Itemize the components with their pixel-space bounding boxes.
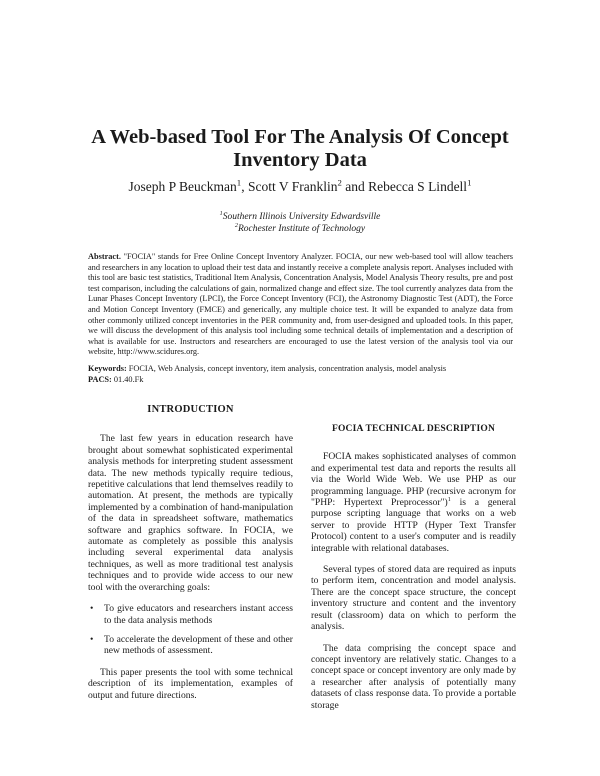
author-affil-mark: 1 [236, 177, 242, 188]
right-column [311, 424, 516, 721]
paragraph: The data comprising the concept space and concept inventory are relatively static. Changes to a concept space or concept inventory are only made by a researcher after analysis of potentially many datasets of class response data. To provide a portable storage [311, 642, 516, 711]
author-list [60, 179, 540, 195]
abstract [88, 252, 513, 358]
paragraph: This paper presents the tool with some technical description of its implementation, examples of output and future directions. [88, 666, 293, 701]
affiliation-mark: 2 [234, 222, 238, 229]
goals-list [88, 603, 293, 657]
paragraph-text: FOCIA makes sophisticated analyses of common and experimental test data and reports the results all via the World Wide Web. We use PHP as our programming language. PHP (recursive acronym for "PHP: Hypertext Preprocessor") [311, 451, 516, 509]
abstract-text: "FOCIA" stands for Free Online Concept Inventory Analyzer. FOCIA, our new web-based tool will allow teachers and researchers in any location to upload their test data and instantly receive a complete analysis report. Analyses included with this tool are basic test statistics, Traditional Item Analysis, Concentration Analysis, Model Analysis Theory results, pre and post test comparison, including the calculations of gain, normalized change and effect size. The tool currently analyzes data from the Lunar Phases Concept Inventory (LPCI), the Force Concept Inventory (FCI), the Astronomy Diagnostic Test (ADT), the Force and Motion Concept Inventory (FMCE) and generically, any multiple choice test. It will be expanded to analyze data from other commonly utilized concept inventories in the PER community and, from user-designed and uploaded tools. In this paper, we will discuss the development of this analysis tool including some technical details of implementation and a description of what is available for use. Instructors and researchers are encouraged to use the latest version of the analysis tool via our website, http://www.scidures.org. [88, 252, 513, 357]
affiliations [60, 211, 540, 235]
author-separator: , [241, 179, 248, 194]
affiliation [60, 211, 540, 223]
list-item-text: To accelerate the development of these and other new methods of assessment. [104, 633, 293, 657]
keywords-label: Keywords: [88, 364, 127, 373]
affiliation-text: Southern Illinois University Edwardsville [222, 212, 381, 222]
paragraph: The last few years in education research have brought about somewhat sophisticated experimental analysis methods for interpreting student assessment data. The new methods typically require tedious, repetitive calculations that lend themselves readily to automation. At present, the methods are typically implemented by a combination of hand-manipulation of the data in spreadsheet software, mathematics software and graphics software. In FOCIA, we automate as completely as possible this analysis including several experimental data analysis techniques, as well as more traditional test analysis techniques and to provide wide access to our new tool with the overarching goals: [88, 433, 293, 593]
pacs-text: 01.40.Fk [113, 374, 144, 384]
left-column [88, 404, 293, 711]
author-name: Joseph P Beuckman [128, 179, 237, 194]
bullet-icon: • [90, 603, 94, 615]
affiliation-mark: 1 [219, 210, 223, 217]
author-affil-mark: 1 [467, 177, 472, 188]
section-heading-focia: FOCIA TECHNICAL DESCRIPTION [331, 424, 496, 434]
author-name: Scott V Franklin [247, 179, 338, 194]
bullet-icon: • [90, 633, 94, 645]
keywords [88, 364, 513, 375]
keywords-text: FOCIA, Web Analysis, concept inventory, item analysis, concentration analysis, model analysis [128, 364, 447, 373]
list-item [88, 634, 293, 657]
paper-title: A Web-based Tool For The Analysis Of Concept Inventory Data [91, 126, 509, 171]
pacs [88, 375, 513, 386]
pacs-label: PACS: [88, 374, 112, 384]
list-item [88, 603, 293, 626]
author-name: Rebecca S Lindell [368, 179, 468, 194]
section-heading-introduction: INTRODUCTION [147, 404, 234, 415]
paragraph-text: is a general purpose scripting language that works on a web server to provide HTTP (Hyper Text Transfer Protocol) content to a user's computer and is readily integrable with relational databases. [311, 497, 516, 554]
list-item-text: To give educators and researchers instant access to the data analysis methods [104, 603, 293, 626]
author-affil-mark: 2 [337, 177, 342, 188]
paragraph: Several types of stored data are required as inputs to perform item, concentration and model analysis. There are the concept space structure, the concept inventory structure and content and the inventory result (classroom) data on which to perform the analysis. [311, 564, 516, 633]
footnote-mark: 1 [447, 495, 451, 503]
affiliation-text: Rochester Institute of Technology [237, 224, 366, 234]
abstract-label: Abstract. [88, 252, 121, 261]
keywords-block [88, 364, 513, 385]
author-separator: and [341, 179, 369, 194]
affiliation [60, 223, 540, 235]
paragraph [311, 451, 516, 554]
